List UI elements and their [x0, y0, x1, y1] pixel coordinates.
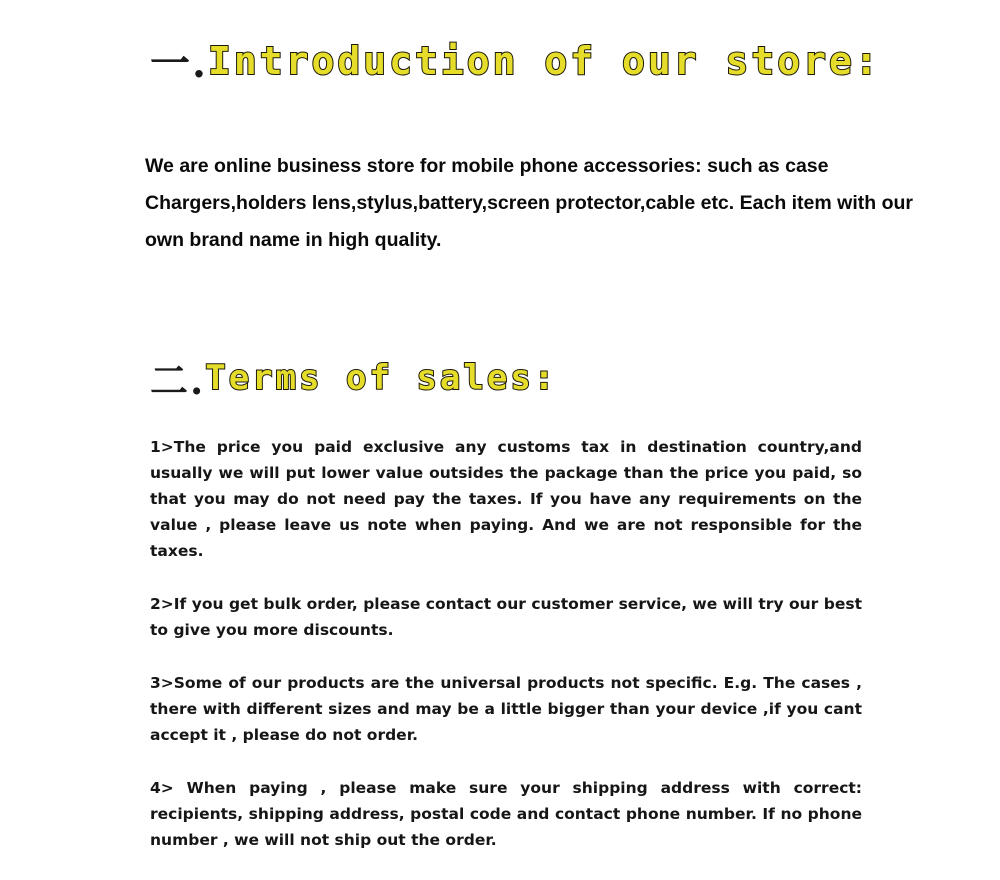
terms-list — [150, 434, 862, 880]
term-item-1: 1>The price you paid exclusive any customs tax in destination country,and usually we will put lower value outsides the package than the price you paid, so that you may do not need pay the taxes. If you have any requirements on the value , please leave us note when paying. And we are not responsible for the taxes. — [150, 438, 862, 560]
intro-heading — [150, 32, 881, 89]
intro-paragraph: We are online business store for mobile phone accessories: such as case Chargers,holders lens,stylus,battery,screen protector,cable etc. Each item with our own brand name in high quality. — [145, 155, 913, 251]
intro-heading-text: Introduction of our store: — [207, 38, 881, 83]
terms-heading-numeral: 二. — [150, 358, 206, 403]
term-item-2: 2>If you get bulk order, please contact our customer service, we will try our best to give you more discounts. — [150, 595, 862, 639]
term-item-4: 4> When paying , please make sure your shipping address with correct: recipients, shipping address, postal code and contact phone number. If no phone number , we will not ship out the order. — [150, 779, 862, 849]
intro-heading-numeral: 一. — [150, 40, 208, 87]
terms-heading-text: Terms of sales: — [205, 357, 558, 398]
terms-heading — [150, 350, 557, 405]
term-item-3: 3>Some of our products are the universal products not specific. E.g. The cases , there with different sizes and may be a little bigger than your device ,if you cant accept it , please do not order. — [150, 674, 862, 744]
